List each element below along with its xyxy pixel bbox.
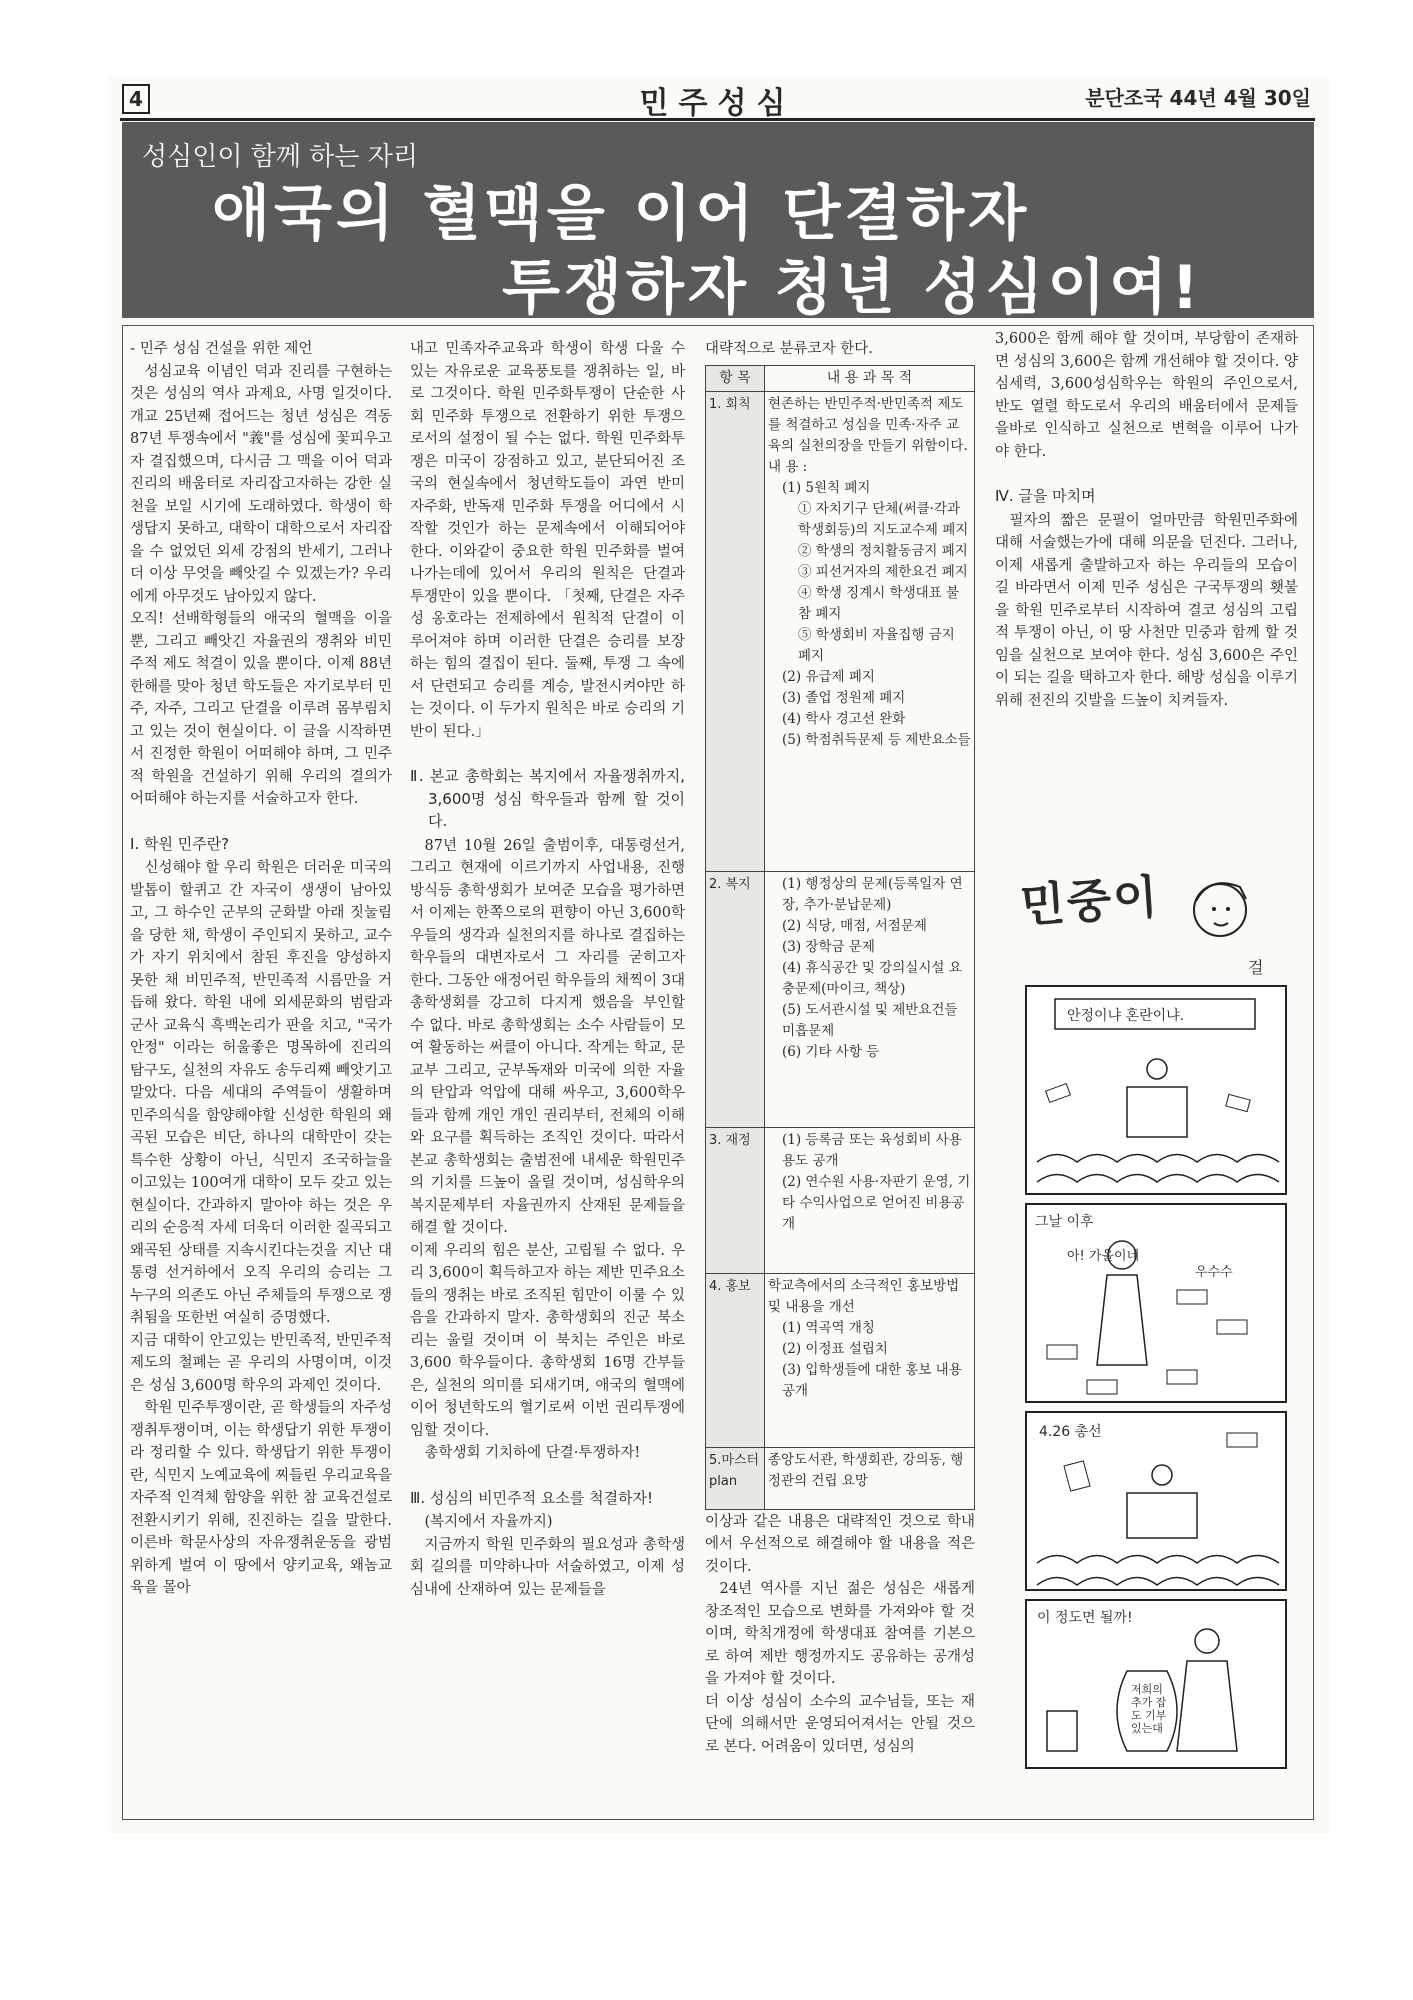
paragraph: 지금까지 학원 민주화의 필요성과 총학생회 길의를 미약하나마 서술하였고, 이제 성심내에 산재하여 있는 문제들을 — [410, 1536, 685, 1598]
table-header: 항 목 — [706, 366, 765, 392]
table-header-row — [706, 366, 975, 392]
slogan: 총학생회 기치하에 단결·투쟁하자! — [424, 1445, 641, 1461]
paragraph: 지금 대학이 안고있는 반민족적, 반민주적 제도의 철폐는 곧 우리의 사명이며, 이것은 성심 3,600명 학우의 과제인 것이다. — [130, 1332, 392, 1394]
cell-line: (3) 입학생들에 대한 홍보 내용 공개 — [782, 1362, 962, 1400]
cell-line: (2) 식당, 매점, 서점문제 — [782, 917, 927, 934]
table-cell — [765, 392, 975, 872]
banner-kicker: 성심인이 함께 하는 자리 — [142, 142, 418, 172]
table-category: 4. 홍보 — [706, 1274, 765, 1448]
paragraph: 내고 민족자주교육과 학생이 학생 다울 수 있는 자유로운 교육풍토를 쟁취하는 일, 바로 그것이다. 학원 민주화투쟁이 단순한 사회 민주화 투쟁으로 전환하기 위한 투쟁으로서의 설정이 될 수는 없다. 학원 민주화투쟁은 미국이 강점하고 있고, 분단되어진 조국의 현실속에서 청년학도들이 과연 반미 자주화, 반독재 민주화 투쟁을 어디에서 시작할 것인가 하는 문제속에서 이해되어야 한다. 이와같이 중요한 학원 민주화를 벌여나가는데에 있어서 우리의 원칙은 단결과 투쟁만이 있을 뿐이다. 「첫째, 단결은 자주성 옹호라는 전제하에서 원칙적 단결이 이루어져야 하며 이러한 단결은 승리를 보장하는 힘의 결집이 된다. 둘째, 투쟁 그 속에서 단련되고 승리를 계승, 발전시켜야만 하는 것이다. 이 두가지 원칙은 바로 승리의 기반이 된다.」 — [410, 341, 685, 740]
table-cell — [765, 1128, 975, 1274]
table-cell — [765, 871, 975, 1128]
cell-line: ② 학생의 정치활동금지 폐지 — [798, 543, 968, 559]
paragraph: 오직! 선배학형들의 애국의 혈맥을 이을뿐, 그리고 빼앗긴 자율권의 쟁취와 비민주적 제도 척결이 있을 뿐이다. 이제 88년 한해를 맞아 청년 학도들은 자기로부터 민주, 자주, 그리고 단결을 이루려 몸부림치고 있는 것이 현실이다. 이 글을 시작하면서 진정한 학원이 어떠해야 하며, 그 민주적 학원을 건설하기 위해 우리의 결의가 어떠해야 하는지를 서술하고자 한다. — [130, 611, 392, 807]
panel-4-caption: 이 정도면 될까! — [1037, 1610, 1133, 1626]
cell-line: (5) 학점취득문제 등 제반요소들 — [782, 732, 971, 748]
cell-line: ④ 학생 징계시 학생대표 불참 폐지 — [798, 585, 960, 622]
table-row — [706, 1128, 975, 1274]
table-category: 1. 회칙 — [706, 392, 765, 872]
cell-line: ⑤ 학생회비 자율집행 금지 폐지 — [798, 627, 955, 664]
paragraph: 성심교육 이념인 덕과 진리를 구현하는것은 성심의 역사 과제요, 사명 일것이다. 개교 25년째 접어드는 청년 성심은 격동 87년 투쟁속에서 "義"를 성심에 꽃피우고자 결집했으며, 다시금 그 맥을 이어 덕과 진리의 배움터로 자리잡고자하는 강한 실천을 보일 시기에 도래하였다. 학생이 학생답지 못하고, 대학이 대학으로서 자리잡을 수 없었던 외세 강점의 반세기, 그러나 더 이상 무엇을 빼앗길 수 있겠는가? 우리에게 아무것도 남아있지 않다. — [130, 363, 392, 605]
character-money-icon — [1027, 1205, 1287, 1403]
article-column-2 — [410, 338, 685, 1808]
cell-line: (6) 기타 사항 등 — [782, 1043, 880, 1060]
cell-line: ③ 피선거자의 제한요건 폐지 — [798, 564, 968, 580]
comic-panel-3 — [1025, 1411, 1287, 1591]
comic-title: 민중이 — [1018, 869, 1162, 933]
cell-line: (2) 유급제 폐지 — [782, 669, 875, 685]
comic-strip — [1020, 865, 1295, 1800]
panel-2-caption: 그날 이후 — [1035, 1214, 1094, 1230]
paragraph: 87년 10월 26일 출범이후, 대통령선거, 그리고 현재에 이르기까지 사업내용, 진행방식등 총학생회가 보여준 모습을 평가하면서 이제는 한쪽으로의 편향이 아닌 3,600학우들의 생각과 실천의지를 하나로 결집하는 학우들의 대변자로서 그 자리를 굳히고자 한다. 그동안 애정어린 학우들의 채찍이 3대총학생회를 강고히 다지게 했음을 부인할 수 없다. 바로 총학생회는 소수 사람들이 모여 활동하는 써클이 아니다. 작게는 학교, 문교부 그리고, 군부독재와 미국에 의한 자율의 탄압과 억압에 대해 싸우고, 3,600학우들과 함께 개인 개인 권리부터, 전체의 이해와 요구를 획득하는 조직인 것이다. 따라서 본교 총학생회는 출범전에 내세운 학원민주의 기치를 드높이 올릴 것이며, 성심학우의 복지문제부터 자율권까지 산재된 문제들을 해결 할 것이다. — [410, 837, 685, 1236]
character-face-icon — [1180, 865, 1260, 955]
paragraph: 신성해야 할 우리 학원은 더러운 미국의 발톱이 할퀴고 간 자국이 생생이 남아있고, 그 하수인 군부의 군화발 아래 짓눌림을 당한 채, 학생이 주인되지 못하고, 교수가 자기 위치에서 참된 후진을 양성하지 못한 채 비민주적, 반민족적 시름만을 거듭해 왔다. 학원 내에 외세문화의 범람과 군사 교육식 흑백논리가 판을 치고, "국가안정" 이라는 허울좋은 명목하에 진리의 탐구도, 실천의 자유도 송두리째 빼앗기고 말았다. 다음 세대의 주역들이 생활하며 민주의식을 함양해야할 신성한 학원의 왜곡된 모습은 비단, 하나의 대학만이 갖는 특수한 상황이 아닌, 식민지 조국하늘을 이고있는 100여개 대학이 모두 갖고 있는 현실이다. 간과하지 말아야 하는 것은 우리의 순응적 자세 더욱더 이러한 질곡되고 왜곡된 상태를 지속시킨다는것을 지난 대통령 선거하에서 오직 우리의 승리는 그 누구의 의존도 아닌 주체들의 투쟁으로 쟁취됨을 또한번 여실히 증명했다. — [130, 860, 392, 1326]
section-heading: Ⅳ. 글을 마치며 — [995, 487, 1096, 505]
comic-panel-4 — [1025, 1599, 1287, 1769]
paragraph: 학원 민주투쟁이란, 곧 학생들의 자주성 쟁취투쟁이며, 이는 학생답기 위한 투쟁이라 정리할 수 있다. 학생답기 위한 투쟁이란, 식민지 노예교육에 찌들린 우리교육을 자주적 인격체 함양을 위한 참 교육건설로 전환시키기 위해, 진진하는 길을 말한다. 이른바 학문사상의 자유쟁취운동을 광범위하게 벌여 이 땅에서 양키교육, 왜놈교육을 몰아 — [130, 1400, 392, 1596]
cell-line: 내 용 : — [768, 459, 808, 475]
cell-line: (1) 5원칙 폐지 — [782, 480, 871, 496]
table-category: 3. 재정 — [706, 1128, 765, 1274]
comic-author: 걸 — [1248, 958, 1264, 977]
comic-panel-2 — [1025, 1203, 1287, 1403]
paragraph: 대략적으로 분류코자 한다. — [705, 341, 873, 357]
cell-line: (3) 장학금 문제 — [782, 938, 875, 955]
table-row — [706, 392, 975, 872]
table-row — [706, 1447, 975, 1509]
paragraph: 이제 우리의 힘은 분산, 고립될 수 없다. 우리 3,600이 획득하고자 하는 제반 민주요소들의 쟁취는 바로 조직된 힘만이 이룰 수 있음을 간과하지 말자. 총학생회의 진군 북소리는 울릴 것이며 이 북치는 주인은 바로 3,600 학우들이다. 총학생회 16명 간부들은, 실천의 의미를 되새기며, 애국의 혈맥에 이어 청년학도의 혈기로써 이번 권리투쟁에 임할 것이다. — [410, 1242, 685, 1439]
section-heading: Ⅰ. 학원 민주란? — [130, 834, 230, 853]
table-row — [706, 871, 975, 1128]
issues-table — [705, 365, 975, 1510]
table-row — [706, 1274, 975, 1448]
cell-line: (1) 등록금 또는 육성회비 사용용도 공개 — [782, 1132, 962, 1170]
paragraph: 더 이상 성심이 소수의 교수님들, 또는 재단에 의해서만 운영되어져서는 안될 것으로 본다. 어려움이 있더면, 성심의 — [705, 1693, 975, 1755]
headline-line-1: 애국의 혈맥을 이어 단결하자 — [212, 179, 1031, 249]
article-column-1 — [130, 338, 392, 1808]
cell-line: 종앙도서관, 학생회관, 강의동, 행정관의 건립 요망 — [768, 1451, 964, 1489]
paragraph: 3,600은 함께 해야 할 것이며, 부당함이 존재하면 성심의 3,600은 함께 개선해야 할 것이다. 양심세력, 3,600성심학우는 학원의 주인으로서, 반도 열렬 학도로서 우리의 배움터에서 문제들을바로 인식하고 실천으로 변혁을 이루어 나가야 한다. — [995, 331, 1298, 460]
paragraph: 24년 역사를 지닌 젊은 성심은 새롭게 창조적인 모습으로 변화를 가져와야 할 것이며, 학칙개정에 학생대표 참여를 기본으로 하여 제반 행정까지도 공유하는 공개성을 가져야 할 것이다. — [705, 1581, 975, 1687]
cell-line: 현존하는 반민주적·반민족적 제도를 척결하고 성심을 민족·자주 교육의 실천의장을 만들기 위함이다. — [768, 396, 968, 454]
page-number: 4 — [122, 84, 150, 114]
article-subtitle: - 민주 성심 건설을 위한 제언 — [130, 341, 313, 357]
section-heading: Ⅱ. 본교 총학회는 복지에서 자율쟁취까지, 3,600명 성심 학우들과 함께 할 것이다. — [410, 767, 685, 830]
cell-line: ① 자치기구 단체(써클·각과학생회등)의 지도교수제 폐지 — [798, 501, 969, 538]
cell-line: (2) 연수원 사용·자판기 운영, 기타 수익사업으로 얻어진 비용공개 — [782, 1174, 971, 1233]
section-subheading: (복지에서 자율까지) — [424, 1514, 553, 1530]
paragraph: 필자의 짧은 문필이 얼마만큼 학원민주화에 대해 서술했는가에 대해 의문을 던진다. 그러나, 이제 새롭게 출발하고자 하는 우리들의 모습이길 바라면서 이제 민주 성심은 구국투쟁의 횃불을 학원 민주로부터 시작하여 결코 성심의 고립적 투쟁이 아닌, 이 땅 사천만 민중과 함께 할 것임을 실천으로 보여야 한다. 성심 3,600은 주인이 되는 길을 택하고자 한다. 해방 성심을 이루기 위해 전진의 깃발을 드높이 치켜들자. — [995, 512, 1298, 709]
headline-line-2: 투쟁하자 청년 성심이여! — [502, 253, 1203, 318]
panel-2-speech: 아! 가을이네 — [1067, 1249, 1140, 1264]
cell-line: (4) 학사 경고선 완화 — [782, 711, 906, 727]
newspaper-title: 민주성심 — [639, 86, 796, 121]
cell-line: (2) 이정표 설립치 — [782, 1341, 888, 1358]
section-heading: Ⅲ. 성심의 비민주적 요소를 척결하자! — [410, 1488, 654, 1507]
cell-line: 학교측에서의 소극적인 홍보방법 및 내용을 개선 — [768, 1278, 960, 1316]
table-cell — [765, 1274, 975, 1448]
cell-line: (4) 휴식공간 및 강의실시설 요충문제(마이크, 책상) — [782, 959, 962, 997]
table-cell — [765, 1447, 975, 1509]
issue-date: 분단조국 44년 4월 30일 — [1085, 86, 1311, 110]
table-category: 2. 복지 — [706, 871, 765, 1128]
panel-4-bag-text: 저희의 추가 잡도 기부 있는대 — [1131, 1683, 1167, 1735]
masthead — [120, 82, 1315, 121]
article-column-4 — [995, 328, 1298, 838]
panel-1-caption: 안정이냐 혼란이냐. — [1067, 1008, 1185, 1024]
headline-banner — [122, 122, 1314, 318]
table-category: 5.마스터 plan — [706, 1447, 765, 1509]
panel-2-note: 우수수 — [1195, 1265, 1233, 1280]
cell-line: (5) 도서관시설 및 제반요건들 미흡문제 — [782, 1001, 958, 1039]
cell-line: (3) 졸업 정원제 폐지 — [782, 690, 906, 706]
comic-panel-1 — [1025, 985, 1287, 1195]
cell-line: (1) 역곡역 개칭 — [782, 1320, 875, 1337]
cell-line: (1) 행정상의 문제(등록일자 연장, 추가·분납문제) — [782, 875, 963, 913]
panel-3-caption: 4.26 총선 — [1039, 1424, 1102, 1440]
table-header: 내 용 과 목 적 — [765, 366, 975, 392]
paragraph: 이상과 같은 내용은 대략적인 것으로 학내에서 우선적으로 해결해야 할 내용을 적은 것이다. — [705, 1513, 975, 1575]
